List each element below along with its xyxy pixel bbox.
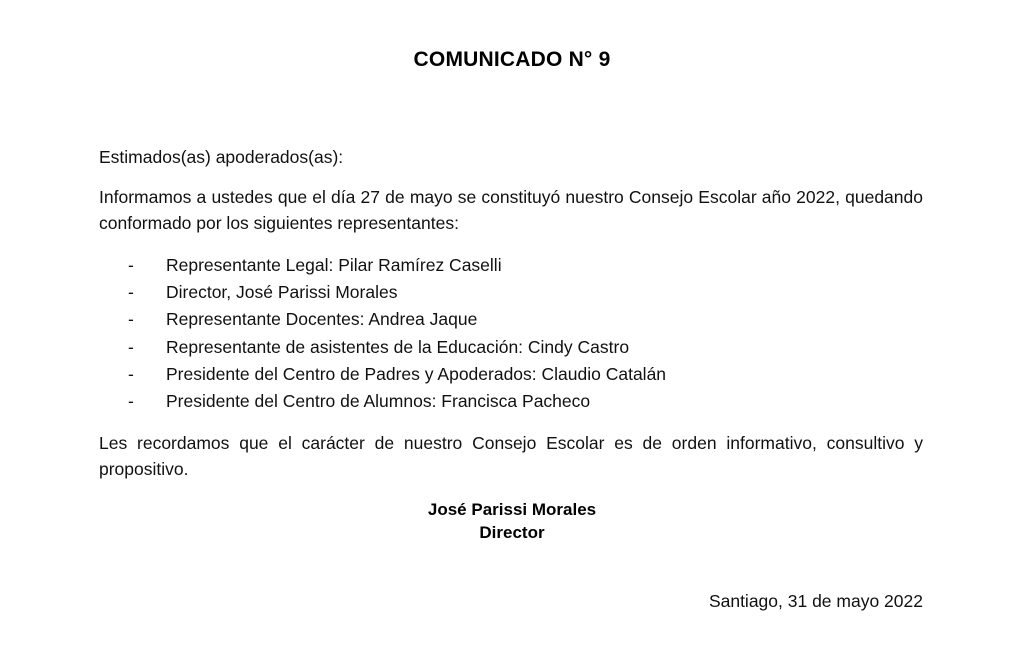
signature-block <box>0 498 1024 544</box>
document-title: COMUNICADO N° 9 <box>413 48 611 71</box>
bullet-dash: - <box>128 336 134 357</box>
bullet-dash: - <box>128 282 134 303</box>
bullet-dash: - <box>128 363 134 384</box>
list-item <box>128 279 908 306</box>
bullet-dash: - <box>128 391 134 412</box>
list-item <box>128 252 908 279</box>
list-item-text: Representante Docentes: Andrea Jaque <box>166 309 478 330</box>
place-date: Santiago, 31 de mayo 2022 <box>708 591 923 611</box>
list-item-text: Presidente del Centro de Padres y Apoderados: Claudio Catalán <box>166 363 667 384</box>
closing-paragraph: Les recordamos que el carácter de nuestro Consejo Escolar es de orden informativo, consultivo y propositivo. <box>99 433 923 479</box>
signature-role: Director <box>479 523 545 542</box>
list-item <box>128 334 908 361</box>
intro-paragraph: Informamos a ustedes que el día 27 de mayo se constituyó nuestro Consejo Escolar año 2022, quedando conformado por los siguientes representantes: <box>99 187 923 233</box>
list-item-text: Director, José Parissi Morales <box>166 282 398 303</box>
list-item <box>128 388 908 415</box>
bullet-dash: - <box>128 309 134 330</box>
list-item-text: Representante Legal: Pilar Ramírez Caselli <box>166 255 502 275</box>
representatives-list <box>128 252 908 415</box>
list-item-text: Presidente del Centro de Alumnos: Francisca Pacheco <box>166 391 591 412</box>
signature-name: José Parissi Morales <box>427 500 597 519</box>
greeting-text: Estimados(as) apoderados(as): <box>99 147 344 167</box>
list-item <box>128 361 908 388</box>
bullet-dash: - <box>128 255 134 275</box>
list-item-text: Representante de asistentes de la Educación: Cindy Castro <box>166 336 630 357</box>
list-item <box>128 306 908 333</box>
